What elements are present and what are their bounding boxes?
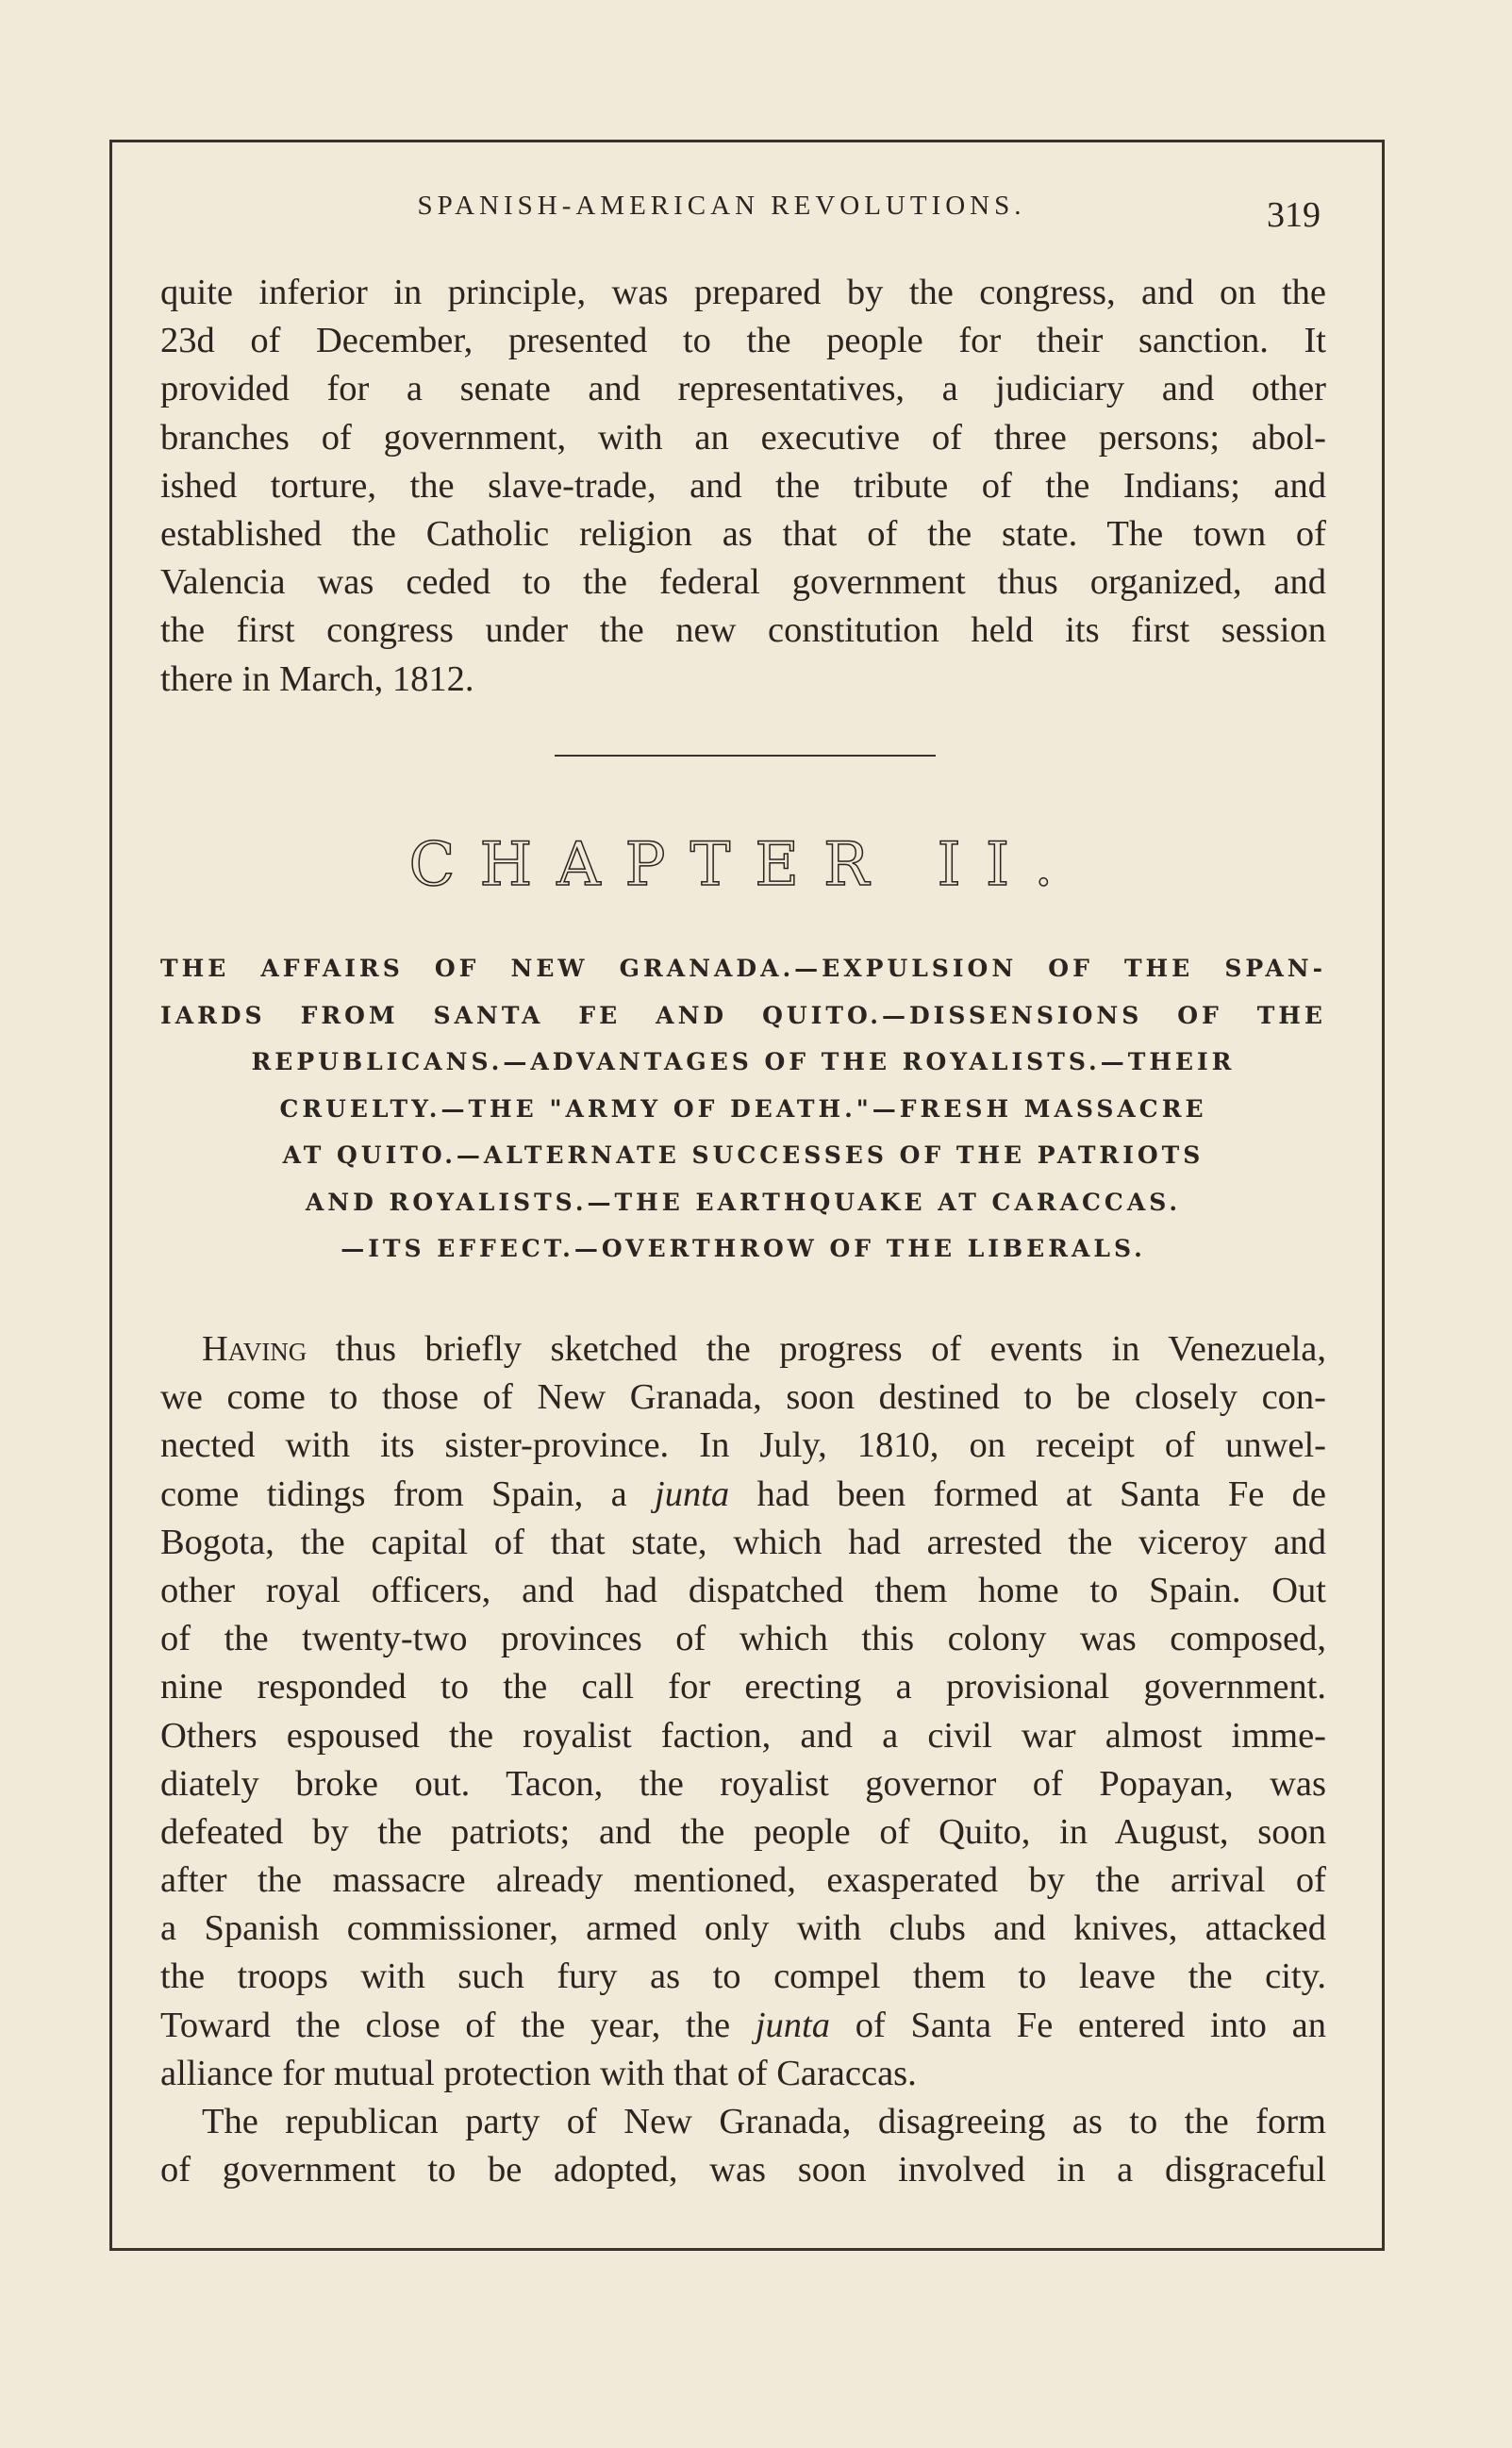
text-line: nected with its sister-province. In July, 1810, on receipt of unwel- [160, 1425, 1326, 1466]
text-line: after the massacre already mentioned, exasperated by the arrival of [160, 1860, 1326, 1901]
page-number: 319 [1267, 195, 1321, 235]
text-line: Others espoused the royalist faction, and a civil war almost imme- [160, 1715, 1326, 1756]
text-line [160, 1471, 1326, 1519]
italic-term: junta [655, 1474, 730, 1514]
text-line: other royal officers, and had dispatched them home to Spain. Out [160, 1570, 1326, 1610]
text-line: diately broke out. Tacon, the royalist governor of Popayan, was [160, 1763, 1326, 1804]
paragraph-body [160, 1325, 1326, 2194]
chapter-summary [160, 945, 1326, 1273]
summary-line: —ITS EFFECT.—OVERTHROW OF THE LIBERALS. [341, 1235, 1146, 1262]
chapter-title: CHAPTER II. [408, 830, 1078, 900]
text-line [160, 1325, 1326, 1374]
text-line: nine responded to the call for erecting a provisional government. [160, 1667, 1326, 1707]
text-line: of the twenty-two provinces of which this colony was composed, [160, 1619, 1326, 1659]
text-line: 23d of December, presented to the people for their sanction. It [160, 321, 1326, 361]
text-line: established the Catholic religion as that of the state. The town of [160, 513, 1326, 554]
text-line: Valencia was ceded to the federal government thus organized, and [160, 562, 1326, 603]
text-line: quite inferior in principle, was prepared by the congress, and on the [160, 273, 1326, 312]
section-divider [555, 755, 936, 757]
running-title: SPANISH-AMERICAN REVOLUTIONS. [417, 191, 1026, 221]
text-line: there in March, 1812. [160, 658, 474, 699]
summary-line: CRUELTY.—THE "ARMY OF DEATH."—FRESH MASSACRE [279, 1094, 1207, 1123]
text-line: of government to be adopted, was soon involved in a disgraceful [160, 2150, 1326, 2190]
italic-term: junta [755, 2005, 830, 2045]
chapter-heading [160, 830, 1326, 900]
summary-line: THE AFFAIRS OF NEW GRANADA.—EXPULSION OF THE SPAN- [160, 955, 1326, 982]
text-span: come tidings from Spain, a [160, 1474, 656, 1514]
text-span: had been formed at Santa Fe de [729, 1474, 1326, 1514]
text-line [160, 2002, 1326, 2050]
text-span: of Santa Fe entered into an [829, 2005, 1327, 2045]
text-line: provided for a senate and representatives, a judiciary and other [160, 369, 1326, 409]
text-line: we come to those of New Granada, soon destined to be closely con- [160, 1377, 1326, 1418]
text-span: thus briefly sketched the progress of events in Venezuela, [307, 1329, 1326, 1369]
summary-line: REPUBLICANS.—ADVANTAGES OF THE ROYALISTS.—THEIR [251, 1048, 1236, 1075]
text-line: alliance for mutual protection with that of Caraccas. [160, 2053, 917, 2093]
text-line: defeated by the patriots; and the people of Quito, in August, soon [160, 1811, 1326, 1852]
paragraph-continued [160, 269, 1326, 704]
text-line: branches of government, with an executive of three persons; abol- [160, 417, 1326, 458]
text-line: the troops with such fury as to compel them to leave the city. [160, 1957, 1326, 1997]
summary-line: AND ROYALISTS.—THE EARTHQUAKE AT CARACCAS. [305, 1188, 1182, 1216]
text-line: a Spanish commissioner, armed only with clubs and knives, attacked [160, 1908, 1326, 1949]
summary-line: AT QUITO.—ALTERNATE SUCCESSES OF THE PATRIOTS [282, 1141, 1205, 1169]
text-line: Bogota, the capital of that state, which had arrested the viceroy and [160, 1522, 1326, 1562]
opening-word: Having [202, 1329, 307, 1369]
text-line: the first congress under the new constitution held its first session [160, 610, 1326, 651]
text-line: The republican party of New Granada, disagreeing as to the form [202, 2102, 1326, 2141]
text-span: Toward the close of the year, the [160, 2005, 756, 2045]
text-line: ished torture, the slave-trade, and the tribute of the Indians; and [160, 465, 1326, 506]
running-header [160, 189, 1339, 236]
summary-line: IARDS FROM SANTA FE AND QUITO.—DISSENSIONS OF THE [160, 1001, 1326, 1029]
